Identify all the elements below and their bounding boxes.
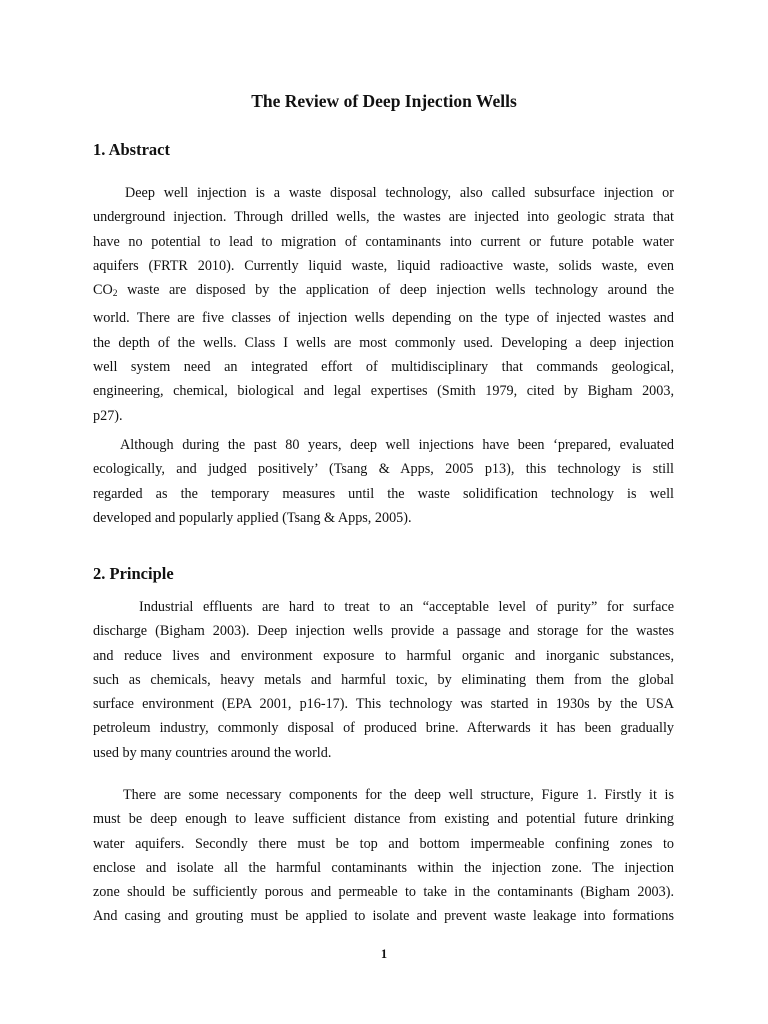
text-line: engineering, chemical, biological and legal expertises (Smith 1979, cited by Bigham 2003, (93, 383, 674, 400)
principle-paragraph-1 (93, 595, 674, 765)
text-line: And casing and grouting must be applied to isolate and prevent waste leakage into formations (93, 908, 674, 925)
text-line: aquifers (FRTR 2010). Currently liquid waste, liquid radioactive waste, solids waste, even (93, 257, 674, 274)
co2-formula: $CO_2$ (93, 282, 118, 300)
document-title: The Review of Deep Injection Wells (251, 91, 517, 111)
abstract-paragraph-1 (93, 181, 674, 428)
page-number: 1 (380, 947, 388, 961)
text-line: zone should be sufficiently porous and permeable to take in the contaminants (Bigham 2003). (93, 884, 674, 901)
abstract-heading: 1. Abstract (93, 140, 170, 159)
text-line: underground injection. Through drilled wells, the wastes are injected into geologic strata that (93, 209, 674, 226)
text-line: p27). (93, 407, 123, 424)
text-line: enclose and isolate all the harmful contaminants within the injection zone. The injection (93, 859, 674, 876)
text-line: regarded as the temporary measures until the waste solidification technology is well (93, 485, 674, 502)
abstract-paragraph-2 (93, 433, 674, 530)
text-line: such as chemicals, heavy metals and harmful toxic, by eliminating them from the global (93, 671, 674, 688)
text-line: well system need an integrated effort of multidisciplinary that commands geological, (93, 359, 674, 376)
text-line: Industrial effluents are hard to treat to an “acceptable level of purity” for surface (139, 599, 674, 615)
text-line: Although during the past 80 years, deep well injections have been ‘prepared, evaluated (120, 437, 674, 453)
text-line: water aquifers. Secondly there must be top and bottom impermeable confining zones to (93, 835, 674, 852)
principle-paragraph-2 (93, 783, 674, 929)
text-line: used by many countries around the world. (93, 744, 332, 761)
text-line: the depth of the wells. Class I wells are most commonly used. Developing a deep injection (93, 334, 674, 351)
text-line: and reduce lives and environment exposure to harmful organic and inorganic substances, (93, 647, 674, 664)
text-line: world. There are five classes of injection wells depending on the type of injected wastes and (93, 310, 674, 327)
text-line: There are some necessary components for the deep well structure, Figure 1. Firstly it is (123, 787, 674, 803)
text-line: have no potential to lead to migration of contaminants into current or future potable water (93, 233, 674, 250)
text-line: petroleum industry, commonly disposal of produced brine. Afterwards it has been gradually (93, 720, 674, 737)
text-line: ecologically, and judged positively’ (Tsang & Apps, 2005 p13), this technology is still (93, 461, 674, 478)
text-line: Deep well injection is a waste disposal technology, also called subsurface injection or (125, 185, 674, 201)
text-line: developed and popularly applied (Tsang & Apps, 2005). (93, 509, 412, 526)
text-line: surface environment (EPA 2001, p16-17). This technology was started in 1930s by the USA (93, 696, 674, 713)
text-line: must be deep enough to leave sufficient distance from existing and potential future drinking (93, 811, 674, 828)
text-line: discharge (Bigham 2003). Deep injection wells provide a passage and storage for the wastes (93, 623, 674, 640)
principle-heading: 2. Principle (93, 564, 174, 583)
text-line: $CO_2$ waste are disposed by the application of deep injection wells technology around the (93, 282, 674, 300)
